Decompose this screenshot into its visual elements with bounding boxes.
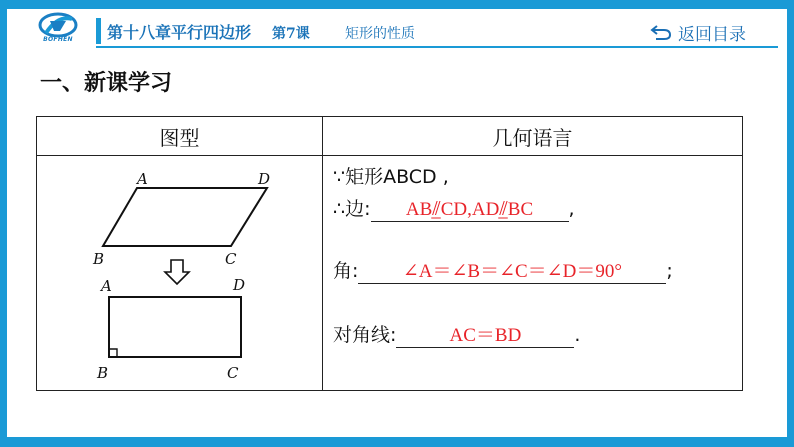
content-table: [36, 116, 743, 391]
column-header-figure: 图型: [37, 117, 323, 156]
rectangle-shape: [109, 297, 241, 357]
figure-diagram: [37, 156, 322, 386]
diagonals-answer: AC＝BD: [396, 320, 574, 348]
column-header-geometry-language: 几何语言: [323, 117, 743, 156]
vertex-label-d-bottom: D: [233, 276, 246, 294]
sides-answer: AB⫽̲CD,AD⫽̲BC: [371, 199, 569, 222]
lesson-number: 第7课: [272, 26, 310, 42]
vertex-label-a-bottom: A: [101, 277, 112, 295]
therefore-sides-label: ∴边:: [333, 198, 371, 220]
given-line: [333, 162, 449, 189]
given-text: ∵矩形ABCD ,: [333, 166, 449, 188]
section-title: 一、新课学习: [40, 71, 173, 96]
sides-line: [333, 194, 575, 222]
chapter-title: 第十八章平行四边形: [107, 23, 252, 42]
down-arrow-icon: [165, 260, 189, 284]
diagonals-label: 对角线:: [333, 324, 397, 346]
back-to-contents-button[interactable]: [650, 19, 746, 45]
vertex-label-c-top: C: [225, 250, 237, 268]
vertex-label-b-bottom: B: [97, 364, 109, 382]
angles-answer: ∠A＝∠B＝∠C＝∠D＝90°: [358, 256, 666, 284]
back-label: 返回目录: [678, 24, 746, 45]
header-divider: [96, 46, 778, 48]
figure-cell: [37, 156, 323, 391]
vertex-label-d-top: D: [258, 170, 271, 188]
diagonals-tail: .: [574, 324, 581, 346]
angles-line: [333, 256, 673, 284]
geometry-language-cell: [323, 156, 743, 391]
lesson-topic: 矩形的性质: [345, 26, 415, 42]
angles-label: 角:: [333, 260, 359, 282]
header-accent-bar: [96, 18, 101, 44]
vertex-label-c-bottom: C: [227, 364, 239, 382]
right-angle-mark: [109, 349, 117, 357]
logo-text: BOFHEN: [43, 36, 73, 43]
parallelogram-shape: [103, 188, 267, 246]
angles-tail: ;: [666, 260, 673, 282]
vertex-label-b-top: B: [93, 250, 105, 268]
diagonals-line: [333, 320, 580, 348]
return-arrow-icon: [650, 23, 672, 41]
vertex-label-a-top: A: [137, 170, 148, 188]
sides-tail: ,: [568, 198, 575, 220]
